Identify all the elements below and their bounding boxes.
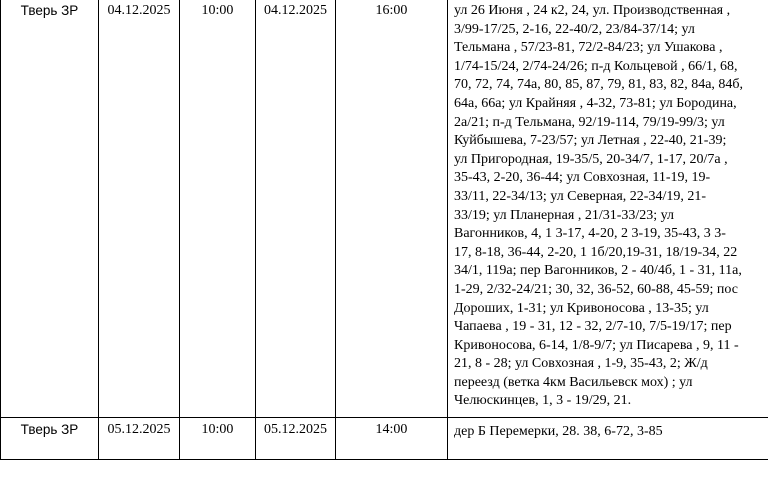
address-line: 33/19; ул Планерная , 21/31-33/23; ул	[454, 207, 675, 223]
start-date-cell: 04.12.2025	[99, 0, 180, 418]
address-line: 33/11, 22-34/13; ул Северная, 22-34/19, 21-	[454, 188, 707, 204]
start-date-cell: 05.12.2025	[99, 418, 180, 460]
address-line: 70, 72, 74, 74а, 80, 85, 87, 79, 81, 83, 82, 84а, 84б,	[454, 77, 744, 93]
end-time-cell: 14:00	[336, 418, 448, 460]
start-time-cell: 10:00	[180, 0, 256, 418]
address-line: Куйбышева, 7-23/57; ул Летная , 22-40, 21-39;	[454, 133, 727, 149]
region-cell: Тверь ЗР	[1, 0, 99, 418]
address-line: 64а, 66а; ул Крайняя , 4-32, 73-81; ул Бородина,	[454, 95, 737, 111]
table-row	[1, 418, 768, 460]
address-line: ул 26 Июня , 24 к2, 24, ул. Производственная ,	[454, 3, 731, 18]
address-line: ул Пригородная, 19-35/5, 20-34/7, 1-17, 20/7а ,	[454, 151, 728, 167]
address-line: Тельмана , 57/23-81, 72/2-84/23; ул Ушакова ,	[454, 40, 723, 56]
address-line: Челюскинцев, 1, 3 - 19/29, 21.	[454, 393, 632, 409]
address-line: 35-43, 2-20, 36-44; ул Совхозная, 11-19, 19-	[454, 170, 711, 186]
address-line: 21, 8 - 28; ул Совхозная , 1-9, 35-43, 2; Ж/д	[454, 356, 708, 372]
address-line: 34/1, 119а; пер Вагонников, 2 - 40/4б, 1 - 31, 11а,	[454, 263, 742, 279]
address-line: дер Б Перемерки, 28. 38, 6-72, 3-85	[454, 424, 663, 440]
address-line: переезд (ветка 4км Васильевск мох) ; ул	[454, 374, 693, 390]
start-time-cell: 10:00	[180, 418, 256, 460]
end-date-cell: 05.12.2025	[256, 418, 336, 460]
end-time-cell: 16:00	[336, 0, 448, 418]
address-line: 1/74-15/24, 2/74-24/26; п-д Кольцевой , 66/1, 68,	[454, 58, 738, 74]
address-line: 1-29, 2/32-24/21; 30, 32, 36-52, 60-88, 45-59; пос	[454, 281, 738, 297]
region-cell: Тверь ЗР	[1, 418, 99, 460]
table-row	[1, 0, 768, 418]
address-line: 3/99-17/25, 2-16, 22-40/2, 23/84-37/14; ул	[454, 21, 695, 37]
end-date-cell: 04.12.2025	[256, 0, 336, 418]
address-line: 17, 8-18, 36-44, 2-20, 1 1б/20,19-31, 18/19-34, 22	[454, 244, 738, 260]
address-line: Дороших, 1-31; ул Кривоносова , 13-35; ул	[454, 300, 709, 316]
addresses-cell	[448, 0, 768, 418]
address-line: Кривоносова, 6-14, 1/8-9/7; ул Писарева , 9, 11 -	[454, 337, 739, 353]
address-line: Вагонников, 4, 1 3-17, 4-20, 2 3-19, 35-43, 3 3-	[454, 226, 726, 242]
addresses-cell	[448, 418, 768, 460]
address-line: 2а/21; п-д Тельмана, 92/19-114, 79/19-99/3; ул	[454, 114, 725, 130]
address-line: Чапаева , 19 - 31, 12 - 32, 2/7-10, 7/5-19/17; пер	[454, 319, 732, 335]
